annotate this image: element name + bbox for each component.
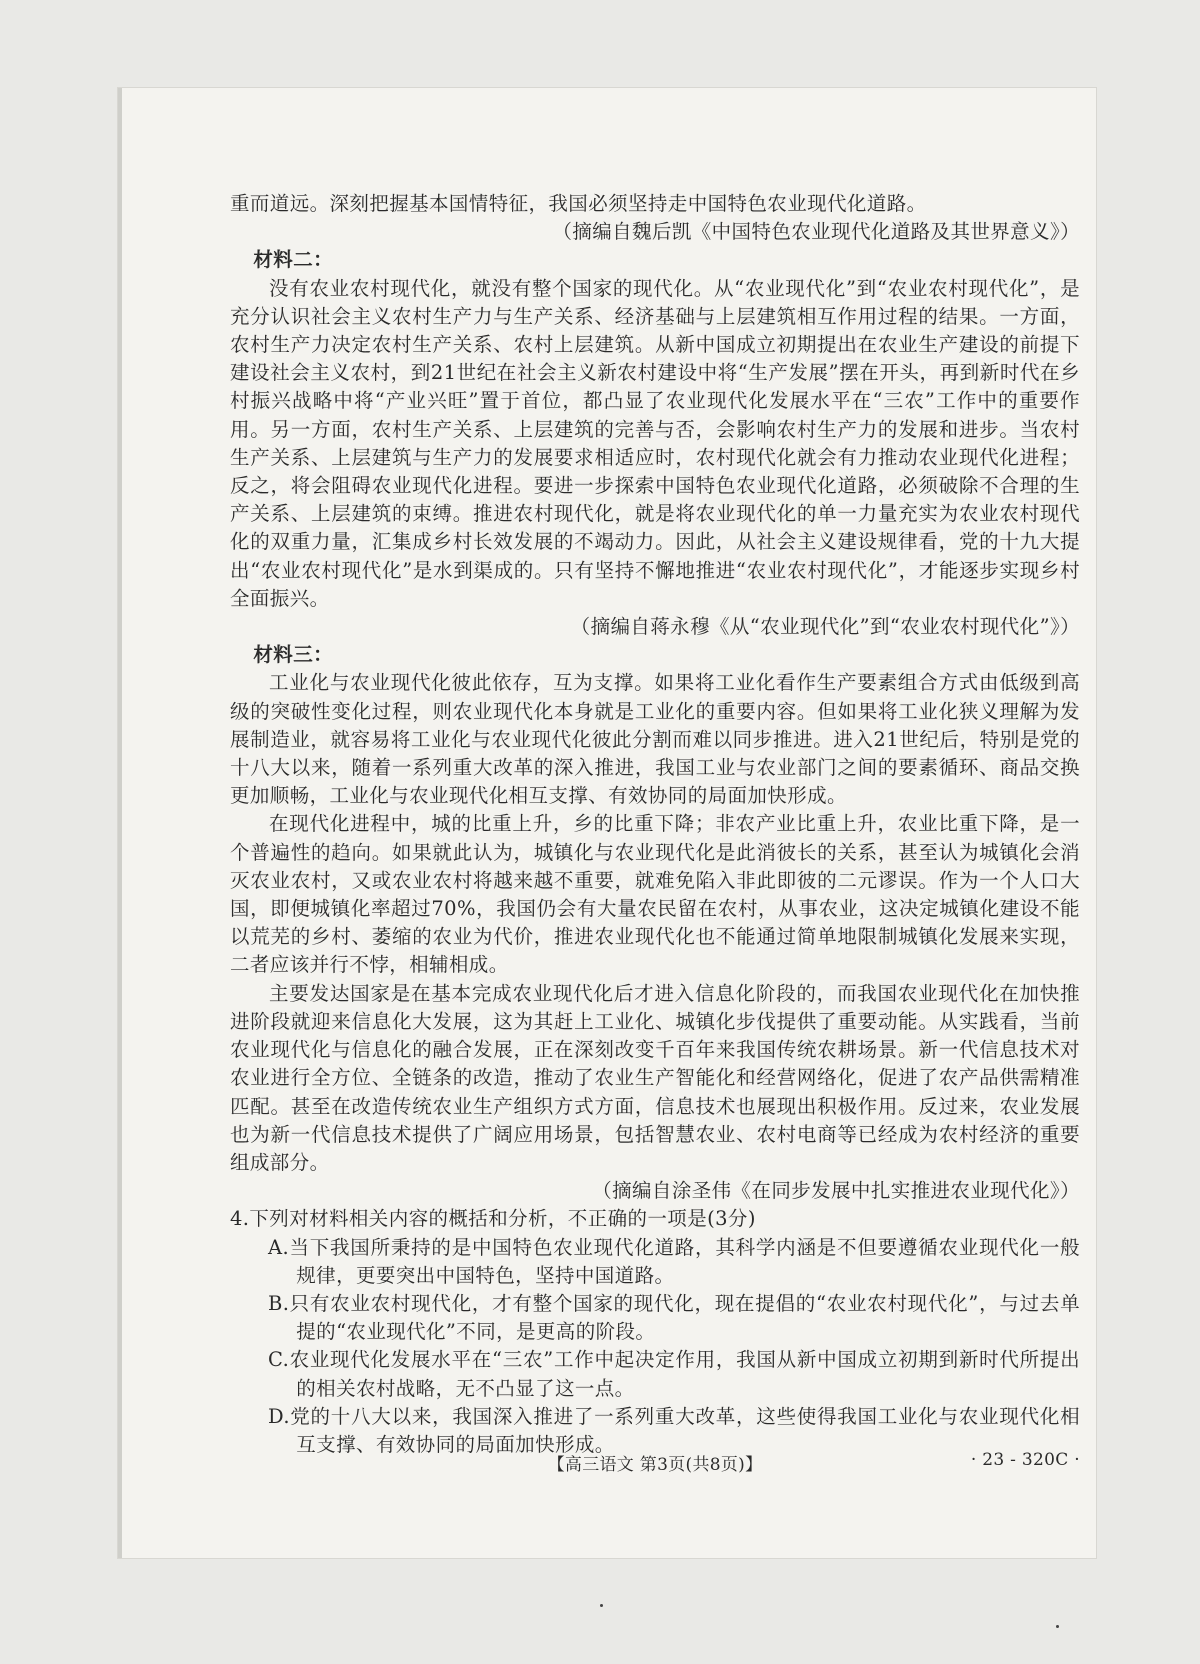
scan-speck: [1056, 1625, 1059, 1628]
option-b: B.只有农业农村现代化，才有整个国家的现代化，现在提倡的“农业农村现代化”，与过去单提的“农业现代化”不同，是更高的阶段。: [268, 1291, 1080, 1344]
document-body: [230, 190, 1080, 1459]
page-number: 【高三语文 第3页(共8页)】: [547, 1455, 763, 1475]
option-c: C.农业现代化发展水平在“三农”工作中起决定作用，我国从新中国成立初期到新时代所提出的相关农村战略，无不凸显了这一点。: [268, 1348, 1080, 1400]
material3-source: （摘编自涂圣伟《在同步发展中扎实推进农业现代化》）: [592, 1179, 1080, 1203]
material1-tail-text: 重而道远。深刻把握基本国情特征，我国必须坚持走中国特色农业现代化道路。: [230, 192, 927, 215]
option-a: A.当下我国所秉持的是中国特色农业现代化道路，其科学内涵是不但要遵循农业现代化一般规律，更要突出中国特色，坚持中国道路。: [268, 1235, 1080, 1287]
material2-source: （摘编自蒋永穆《从“农业现代化”到“农业农村现代化”》）: [570, 615, 1080, 639]
question-stem: 4.下列对材料相关内容的概括和分析，不正确的一项是(3分): [230, 1207, 756, 1231]
material1-source: （摘编自魏后凯《中国特色农业现代化道路及其世界意义》）: [552, 220, 1080, 244]
material2-heading: 材料二：: [253, 248, 333, 272]
scan-speck: [600, 1604, 603, 1607]
material3-paragraph: 在现代化进程中，城的比重上升，乡的比重下降；非农产业比重上升，农业比重下降，是一个普遍性的趋向。如果就此认为，城镇化与农业现代化是此消彼长的关系，甚至认为城镇化会消灭农业农村，又或农业农村将越来越不重要，就难免陷入非此即彼的二元谬误。作为一个人口大国，即便城镇化率超过70%，我国仍会有大量农民留在农村，从事农业，这决定城镇化建设不能以荒芜的乡村、萎缩的农业为代价，推进农业现代化也不能通过简单地限制城镇化发展来实现，二者应该并行不悖，相辅相成。: [230, 812, 1080, 977]
option-d: D.党的十八大以来，我国深入推进了一系列重大改革，这些使得我国工业化与农业现代化相互支撑、有效协同的局面加快形成。: [268, 1404, 1080, 1456]
material3-heading: 材料三：: [253, 643, 333, 667]
material3-paragraph: 工业化与农业现代化彼此依存，互为支撑。如果将工业化看作生产要素组合方式由低级到高级的突破性变化过程，则农业现代化本身就是工业化的重要内容。但如果将工业化狭义理解为发展制造业，就容易将工业化与农业现代化彼此分割而难以同步推进。进入21世纪后，特别是党的十八大以来，随着一系列重大改革的深入推进，我国工业与农业部门之间的要素循环、商品交换更加顺畅，工业化与农业现代化相互支撑、有效协同的局面加快形成。: [230, 671, 1080, 808]
material3-paragraph: 主要发达国家是在基本完成农业现代化后才进入信息化阶段的，而我国农业现代化在加快推进阶段就迎来信息化大发展，这为其赶上工业化、城镇化步伐提供了重要动能。从实践看，当前农业现代化与信息化的融合发展，正在深刻改变千百年来我国传统农耕场景。新一代信息技术对农业进行全方位、全链条的改造，推动了农业生产智能化和经营网络化，促进了农产品供需精准匹配。甚至在改造传统农业生产组织方式方面，信息技术也展现出积极作用。反过来，农业发展也为新一代信息技术提供了广阔应用场景，包括智慧农业、农村电商等已经成为农村经济的重要组成部分。: [230, 981, 1080, 1174]
exam-code: · 23 - 320C ·: [970, 1450, 1080, 1470]
material2-paragraph: 没有农业农村现代化，就没有整个国家的现代化。从“农业现代化”到“农业农村现代化”，是充分认识社会主义农村生产力与生产关系、经济基础与上层建筑相互作用过程的结果。一方面，农村生产力决定农村生产关系、农村上层建筑。从新中国成立初期提出在农业生产建设的前提下建设社会主义农村，到21世纪在社会主义新农村建设中将“生产发展”摆在开头，再到新时代在乡村振兴战略中将“产业兴旺”置于首位，都凸显了农业现代化发展水平在“三农”工作中的重要作用。另一方面，农村生产关系、上层建筑的完善与否，会影响农村生产力的发展和进步。当农村生产关系、上层建筑与生产力的发展要求相适应时，农村现代化就会有力推动农业现代化进程；反之，将会阻碍农业现代化进程。要进一步探索中国特色农业现代化道路，必须破除不合理的生产关系、上层建筑的束缚。推进农村现代化，就是将农业现代化的单一力量充实为农业农村现代化的双重力量，汇集成乡村长效发展的不竭动力。因此，从社会主义建设规律看，党的十九大提出“农业农村现代化”是水到渠成的。只有坚持不懈地推进“农业农村现代化”，才能逐步实现乡村全面振兴。: [230, 276, 1080, 610]
